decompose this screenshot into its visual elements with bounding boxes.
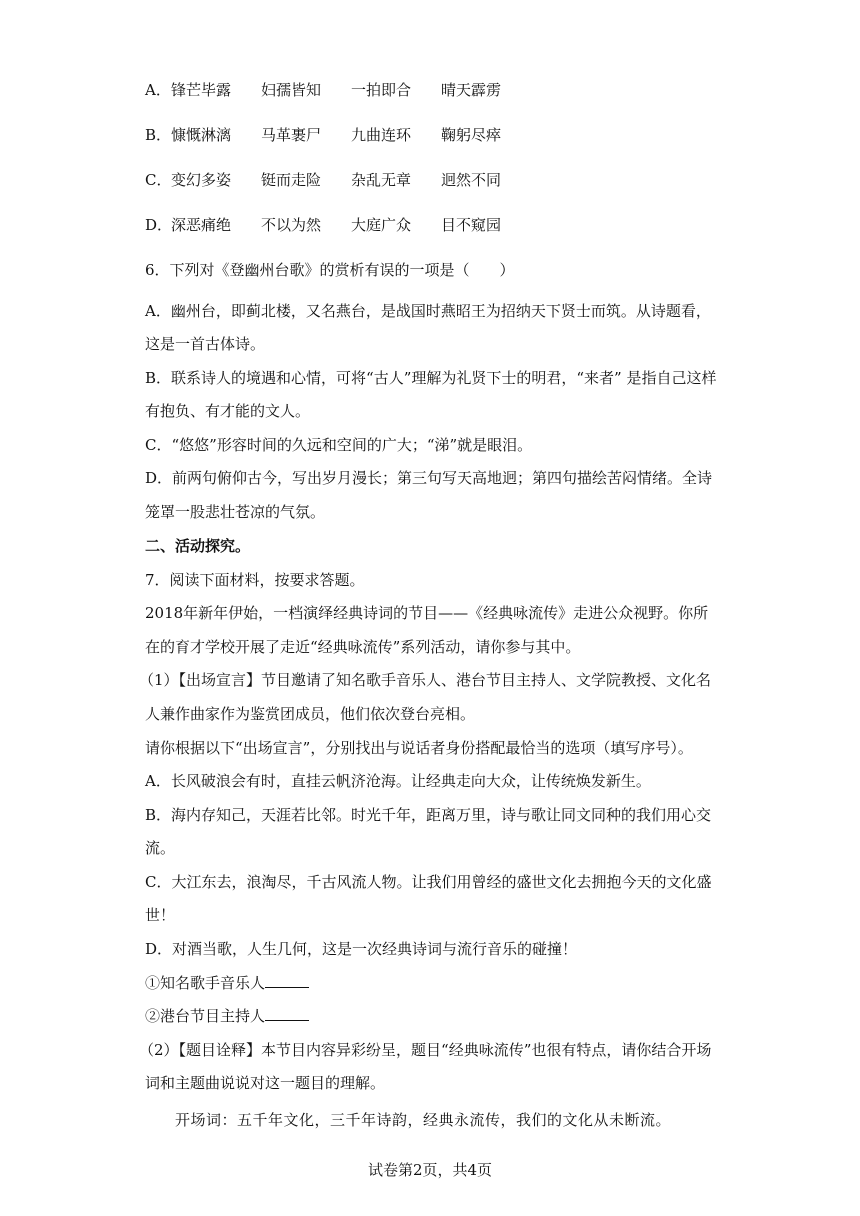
option-row-d <box>145 214 531 235</box>
option-letter: D． <box>145 216 173 234</box>
option-row-a <box>145 79 531 100</box>
q6-stem: 6．下列对《登幽州台歌》的赏析有误的一项是（ ） <box>145 261 515 279</box>
q6-option-d-line2: 笼罩一股悲壮苍凉的气氛。 <box>145 503 326 521</box>
option-word: 迥然不同 <box>441 171 502 189</box>
q6-option-a-line1: A．幽州台，即蓟北楼，又名燕台，是战国时燕昭王为招纳天下贤士而筑。从诗题看， <box>145 302 711 320</box>
option-word: 深恶痛绝 <box>171 216 232 234</box>
option-letter: C． <box>145 171 172 189</box>
option-word: 慷慨淋漓 <box>171 126 232 144</box>
option-word: 晴天霹雳 <box>441 81 502 99</box>
q6-option-b-line2: 有抱负、有才能的文人。 <box>145 402 311 420</box>
option-word: 九曲连环 <box>351 126 412 144</box>
q7-option-a: A．长风破浪会有时，直挂云帆济沧海。让经典走向大众，让传统焕发新生。 <box>145 772 651 790</box>
answer-label: ①知名歌手音乐人 <box>145 974 266 992</box>
answer-item-2 <box>145 1005 309 1026</box>
q7-option-b-line2: 流。 <box>145 839 176 857</box>
q7-stem: 7．阅读下面材料，按要求答题。 <box>145 571 365 589</box>
q7-part1-instruction: 请你根据以下“出场宣言”，分别找出与说话者身份搭配最恰当的选项（填写序号）。 <box>145 739 693 757</box>
option-letter: A． <box>145 81 171 99</box>
q6-option-b-line1: B．联系诗人的境遇和心情，可将“古人”理解为礼贤下士的明君，“来者” 是指自己这样 <box>145 369 717 387</box>
option-row-c <box>145 169 531 190</box>
option-letter: B． <box>145 126 172 144</box>
option-word: 不以为然 <box>261 216 322 234</box>
option-word: 马革裹尸 <box>261 126 322 144</box>
q7-intro-line2: 在的育才学校开展了走近“经典咏流传”系列活动，请你参与其中。 <box>145 638 581 656</box>
q7-part2-line2: 词和主题曲说说对这一题目的理解。 <box>145 1074 386 1092</box>
option-word: 铤而走险 <box>261 171 322 189</box>
q7-option-d: D．对酒当歌，人生几何，这是一次经典诗词与流行音乐的碰撞！ <box>145 940 578 958</box>
answer-blank[interactable] <box>265 1006 309 1021</box>
q7-part2-line1: （2）【题目诠释】本节目内容异彩纷呈，题目“经典咏流传”也很有特点，请你结合开场 <box>139 1041 712 1059</box>
option-word: 鞠躬尽瘁 <box>441 126 502 144</box>
section-heading: 二、活动探究。 <box>145 537 251 555</box>
option-word: 锋芒毕露 <box>171 81 232 99</box>
q6-option-a-line2: 这是一首古体诗。 <box>145 335 266 353</box>
q7-part1-line2: 人兼作曲家作为鉴赏团成员，他们依次登台亮相。 <box>145 705 476 723</box>
option-word: 妇孺皆知 <box>261 81 322 99</box>
option-word: 杂乱无章 <box>351 171 412 189</box>
option-row-b <box>145 124 531 145</box>
answer-label: ②港台节目主持人 <box>145 1007 266 1025</box>
option-word: 大庭广众 <box>351 216 412 234</box>
answer-item-1 <box>145 972 309 993</box>
q6-option-d-line1: D．前两句俯仰古今，写出岁月漫长；第三句写天高地迥；第四句描绘苦闷情绪。全诗 <box>145 469 713 487</box>
q7-option-c-line2: 世！ <box>145 906 176 924</box>
q7-option-c-line1: C．大江东去，浪淘尽，千古风流人物。让我们用曾经的盛世文化去拥抱今天的文化盛 <box>145 873 712 891</box>
opening-words: 开场词：五千年文化，三千年诗韵，经典永流传，我们的文化从未断流。 <box>175 1111 672 1129</box>
q7-part1-line1: （1）【出场宣言】节目邀请了知名歌手音乐人、港台节目主持人、文学院教授、文化名 <box>139 671 712 689</box>
answer-blank[interactable] <box>265 973 309 988</box>
q6-option-c: C．“悠悠”形容时间的久远和空间的广大；“涕”就是眼泪。 <box>145 436 533 454</box>
page-footer: 试卷第2页，共4页 <box>367 1161 493 1179</box>
q7-option-b-line1: B．海内存知己，天涯若比邻。时光千年，距离万里，诗与歌让同文同种的我们用心交 <box>145 806 712 824</box>
option-word: 一拍即合 <box>351 81 412 99</box>
option-word: 变幻多姿 <box>171 171 232 189</box>
q7-intro-line1: 2018年新年伊始，一档演绎经典诗词的节目——《经典咏流传》走进公众视野。你所 <box>145 604 709 622</box>
option-word: 目不窥园 <box>441 216 502 234</box>
